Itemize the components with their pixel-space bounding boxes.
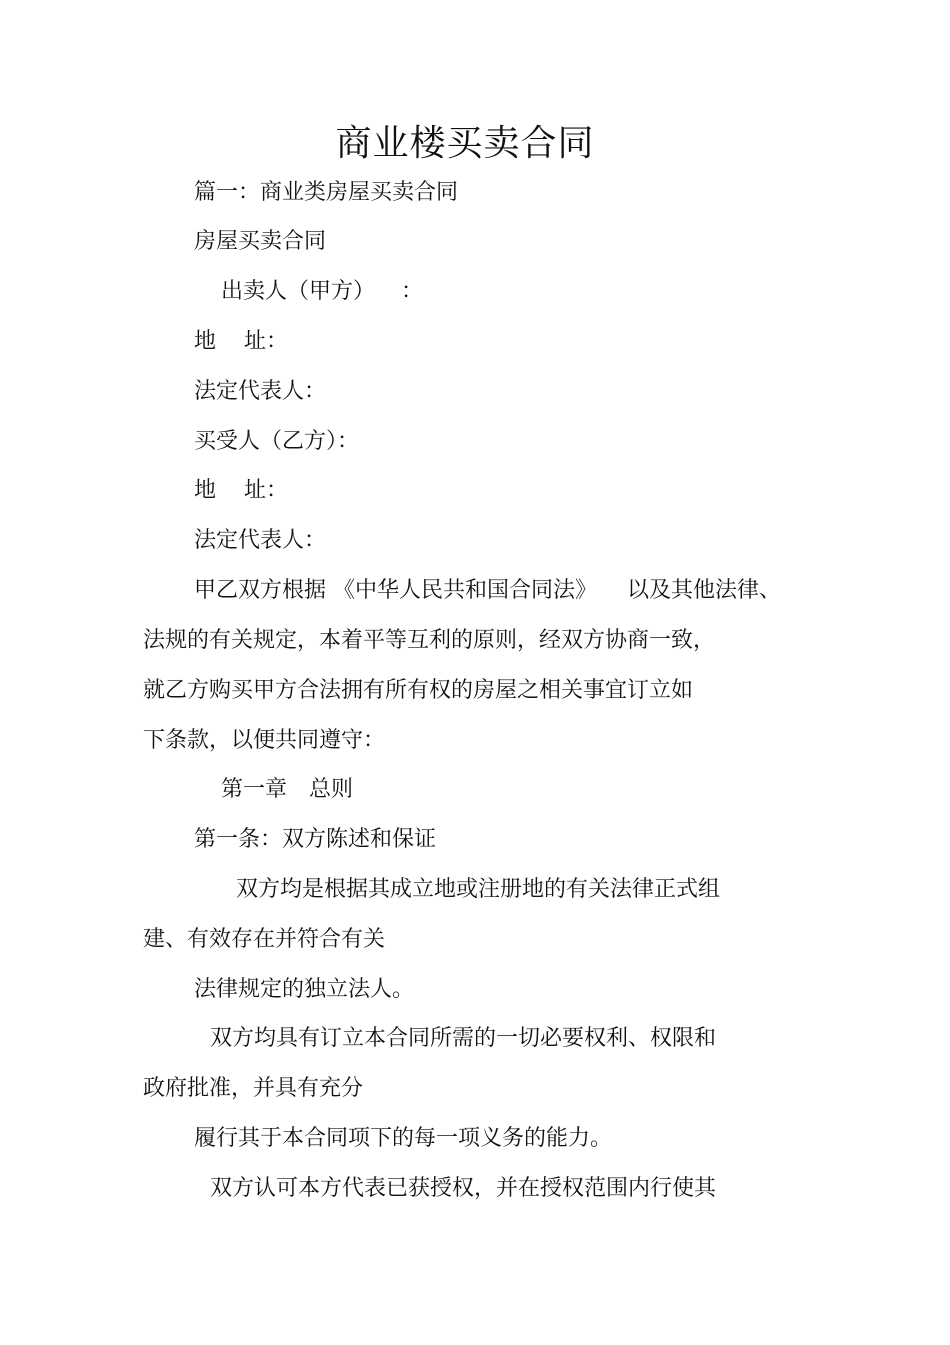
seller-address-label-b: 址： xyxy=(244,329,289,354)
paragraph-line: 双方均是根据其成立地或注册地的有关法律正式组 xyxy=(236,877,721,902)
seller-address-label xyxy=(194,327,288,357)
chapter-title: 总则 xyxy=(309,777,354,802)
paragraph-line: 法律规定的独立法人。 xyxy=(194,977,415,1002)
seller-label-text: 出卖人（甲方） xyxy=(221,279,376,304)
paragraph-line: 就乙方购买甲方合法拥有所有权的房屋之相关事宜订立如 xyxy=(143,678,694,703)
seller-legal-rep-label: 法定代表人： xyxy=(194,379,327,404)
article-heading: 第一条：双方陈述和保证 xyxy=(194,827,437,852)
seller-label-colon: ： xyxy=(401,279,424,304)
paragraph-line: 法规的有关规定，本着平等互利的原则，经双方协商一致， xyxy=(143,628,716,653)
chapter-number: 第一章 xyxy=(221,777,288,802)
buyer-address-label-b: 址： xyxy=(244,478,289,503)
buyer-label: 买受人（乙方）： xyxy=(194,429,360,454)
buyer-address-label xyxy=(194,476,288,506)
paragraph-line: 建、有效存在并符合有关 xyxy=(143,927,386,952)
buyer-address-label-a: 地 xyxy=(194,478,217,503)
chapter-heading xyxy=(221,775,353,805)
section-heading: 篇一：商业类房屋买卖合同 xyxy=(194,180,459,205)
paragraph-line: 下条款，以便共同遵守： xyxy=(143,728,386,753)
buyer-legal-rep-label: 法定代表人： xyxy=(194,528,327,553)
paragraph-line: 双方均具有订立本合同所需的一切必要权利、权限和 xyxy=(210,1026,717,1051)
seller-address-label-a: 地 xyxy=(194,329,217,354)
paragraph-line xyxy=(194,576,781,606)
seller-label xyxy=(221,277,423,307)
paragraph-line-a: 甲乙双方根据 《中华人民共和国合同法》 xyxy=(194,578,597,603)
contract-subtitle: 房屋买卖合同 xyxy=(194,229,327,254)
paragraph-line: 政府批准，并具有充分 xyxy=(143,1076,364,1101)
paragraph-line: 履行其于本合同项下的每一项义务的能力。 xyxy=(194,1126,613,1151)
document-title: 商业楼买卖合同 xyxy=(335,123,595,164)
paragraph-line: 双方认可本方代表已获授权，并在授权范围内行使其 xyxy=(210,1176,717,1201)
paragraph-line-b: 以及其他法律、 xyxy=(627,578,782,603)
